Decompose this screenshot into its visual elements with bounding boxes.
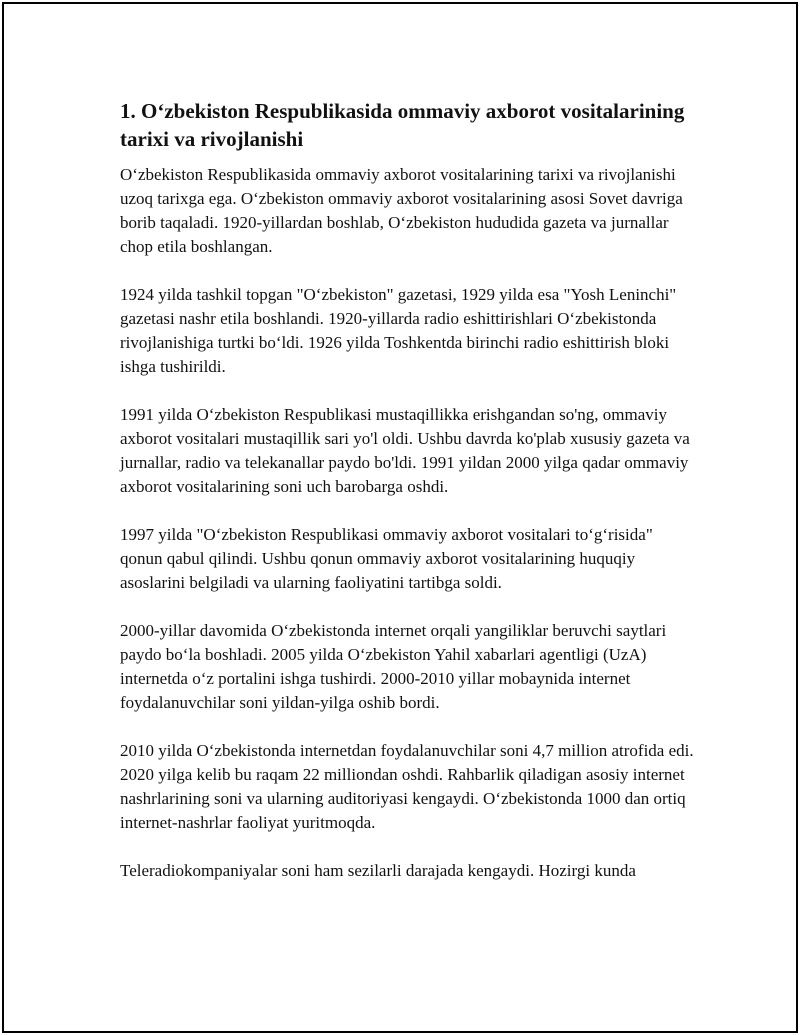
paragraph-history-origins: O‘zbekiston Respublikasida ommaviy axborot vositalarining tarixi va rivojlanishi uzoq tarixga ega. O‘zbekiston ommaviy axborot vositalarining asosi Sovet davriga borib taqaladi. 1920-yillardan boshlab, O‘zbekiston hududida gazeta va jurnallar chop etila boshlangan.	[120, 165, 683, 256]
document-page	[2, 2, 798, 1033]
paragraph-independence: 1991 yilda O‘zbekiston Respublikasi mustaqillikka erishgandan so'ng, ommaviy axborot vositalari mustaqillik sari yo'l oldi. Ushbu davrda ko'plab xususiy gazeta va jurnallar, radio va telekanallar paydo bo'ldi. 1991 yildan 2000 yilga qadar ommaviy axborot vositalarining soni uch barobarga oshdi.	[120, 405, 690, 496]
paragraph-newspapers-radio: 1924 yilda tashkil topgan "O‘zbekiston" gazetasi, 1929 yilda esa "Yosh Leninchi" gazetasi nashr etila boshlandi. 1920-yillarda radio eshittirishlari O‘zbekistonda rivojlanishiga turtki bo‘ldi. 1926 yilda Toshkentda birinchi radio eshittirish bloki ishga tushirildi.	[120, 285, 677, 376]
document-content	[120, 97, 695, 907]
paragraph-internet-users: 2010 yilda O‘zbekistonda internetdan foydalanuvchilar soni 4,7 million atrofida edi. 2020 yilga kelib bu raqam 22 milliondan oshdi. Rahbarlik qiladigan asosiy internet nashrlarining soni va ularning auditoriyasi kengaydi. O‘zbekistonda 1000 dan ortiq internet-nashrlar faoliyat yuritmoqda.	[120, 741, 694, 832]
paragraph-tv-radio-companies: Teleradiokompaniyalar soni ham sezilarli darajada kengaydi. Hozirgi kunda	[120, 861, 636, 880]
paragraph-internet-2000s: 2000-yillar davomida O‘zbekistonda internet orqali yangiliklar beruvchi saytlari paydo bo‘la boshladi. 2005 yilda O‘zbekiston Yahil xabarlari agentligi (UzA) internetda o‘z portalini ishga tushirdi. 2000-2010 yillar mobaynida internet foydalanuvchilar soni yildan-yilga oshib bordi.	[120, 621, 667, 712]
section-title: 1. O‘zbekiston Respublikasida ommaviy axborot vositalarining tarixi va rivojlanishi	[120, 99, 685, 151]
paragraph-media-law: 1997 yilda "O‘zbekiston Respublikasi ommaviy axborot vositalari to‘g‘risida" qonun qabul qilindi. Ushbu qonun ommaviy axborot vositalarining huquqiy asoslarini belgiladi va ularning faoliyatini tartibga soldi.	[120, 525, 653, 592]
